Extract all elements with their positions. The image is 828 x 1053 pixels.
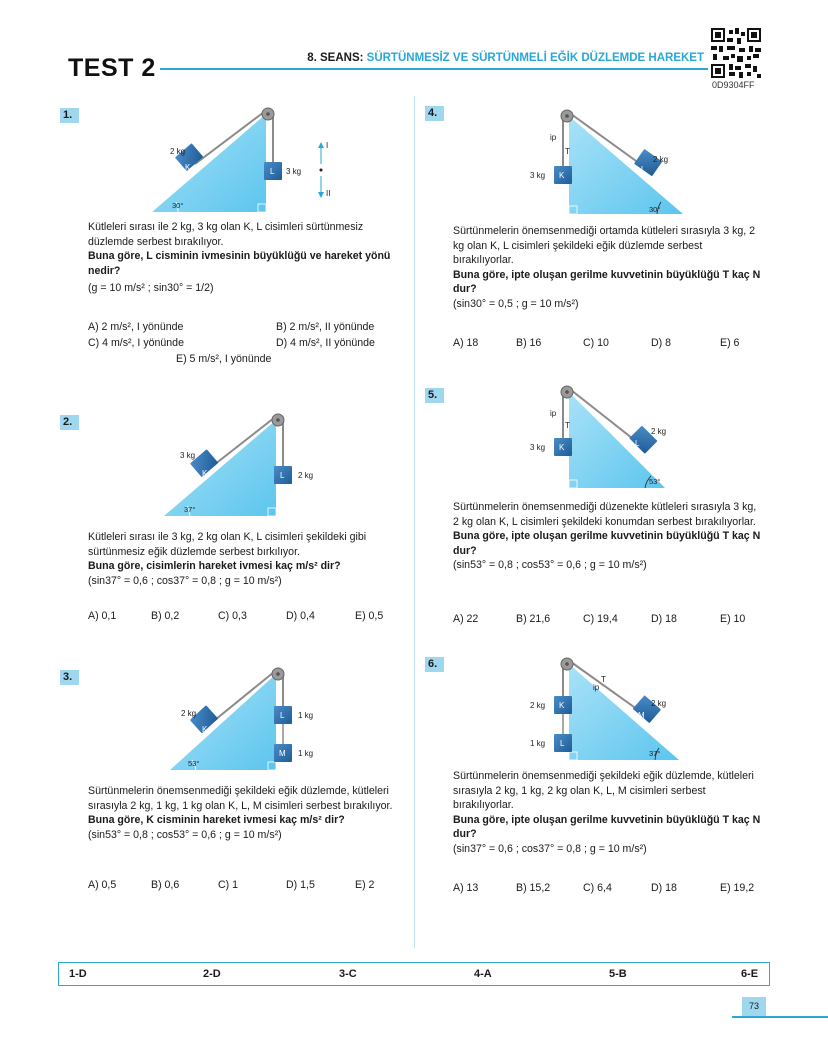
option-c[interactable]: C) 6,4 xyxy=(583,882,612,894)
incline-figure xyxy=(140,104,350,216)
incline-ramp xyxy=(170,674,276,770)
mass-k-label: 2 kg xyxy=(530,701,546,710)
block-m-label: M xyxy=(638,711,645,720)
option-a[interactable]: A) 0,1 xyxy=(88,610,117,622)
option-b[interactable]: B) 21,6 xyxy=(516,613,551,625)
option-c[interactable]: C) 4 m/s², I yönünde xyxy=(88,337,184,349)
question-number: 1. xyxy=(60,108,79,123)
direction-down-label: II xyxy=(326,189,331,198)
incline-ramp xyxy=(164,420,276,516)
angle-label: 37° xyxy=(184,505,196,514)
option-e[interactable]: E) 6 xyxy=(720,337,740,349)
page-number: 73 xyxy=(742,997,766,1016)
question-number: 6. xyxy=(425,657,444,672)
option-c[interactable]: C) 1 xyxy=(218,879,239,891)
mass-l-label: 2 kg xyxy=(651,427,667,436)
option-c[interactable]: C) 0,3 xyxy=(218,610,247,622)
question-prompt: Buna göre, ipte oluşan gerilme kuvvetinin büyüklüğü T kaç N dur? xyxy=(453,530,761,557)
block-l-label: L xyxy=(280,471,285,480)
block-l-label: L xyxy=(280,711,285,720)
qr-code-icon[interactable] xyxy=(711,28,761,78)
question-text: Sürtünmelerin önemsenmediği şekildeki eğik düzlemde, kütleleri sırasıyla 2 kg, 1 kg, 1 kg olan K, L, M cisimleri serbest bırakılıyor. xyxy=(88,785,393,812)
given-values: (sin37° = 0,6 ; cos37° = 0,8 ; g = 10 m/s²) xyxy=(88,574,282,587)
mass-k-label: 2 kg xyxy=(170,147,186,156)
rope-label: ip xyxy=(550,133,557,142)
session-label: 8. SEANS: xyxy=(307,52,364,64)
given-values: (sin30° = 0,5 ; g = 10 m/s²) xyxy=(453,297,579,310)
incline-figure xyxy=(525,106,695,218)
given-values: (sin53° = 0,8 ; cos53° = 0,6 ; g = 10 m/s²) xyxy=(453,559,647,571)
option-a[interactable]: A) 13 xyxy=(453,882,479,894)
option-d[interactable]: D) 1,5 xyxy=(286,879,315,891)
rope-label: ip xyxy=(593,683,600,692)
question-text: Sürtünmelerin önemsenmediği şekildeki eğik düzlemde, kütleleri sırasıyla 2 kg, 1 kg, 2 kg olan K, L, M cisimleri serbest bırakılıyorlar. xyxy=(453,770,754,811)
answer-3: 3-C xyxy=(339,968,357,980)
block-l-label: L xyxy=(635,439,640,448)
option-e[interactable]: E) 10 xyxy=(720,613,746,625)
tension-label: T xyxy=(565,147,570,156)
option-b[interactable]: B) 15,2 xyxy=(516,882,551,894)
block-k-label: K xyxy=(559,443,565,452)
incline-ramp xyxy=(569,664,679,760)
answer-4: 4-A xyxy=(474,968,492,980)
mass-k-label: 2 kg xyxy=(181,709,197,718)
option-a[interactable]: A) 2 m/s², I yönünde xyxy=(88,321,184,333)
angle-label: 53° xyxy=(649,477,661,486)
direction-up-label: I xyxy=(326,141,329,150)
question-prompt: Buna göre, ipte oluşan gerilme kuvvetinin büyüklüğü T kaç N dur? xyxy=(453,813,761,840)
block-k-label: K xyxy=(202,725,208,734)
session-topic: SÜRTÜNMESİZ VE SÜRTÜNMELİ EĞİK DÜZLEMDE HAREKET xyxy=(366,52,704,64)
angle-label: 30° xyxy=(649,205,661,214)
option-b[interactable]: B) 0,2 xyxy=(151,610,180,622)
block-l-label: L xyxy=(641,165,646,174)
option-d[interactable]: D) 4 m/s², II yönünde xyxy=(276,337,375,349)
tension-label: T xyxy=(601,675,606,684)
option-e[interactable]: E) 19,2 xyxy=(720,882,755,894)
tension-label: T xyxy=(565,421,570,430)
option-a[interactable]: A) 22 xyxy=(453,613,479,625)
option-a[interactable]: A) 18 xyxy=(453,337,479,349)
mass-l-label: 1 kg xyxy=(530,739,546,748)
block-k-label: K xyxy=(559,171,565,180)
angle-label: 37° xyxy=(649,749,661,758)
question-number: 5. xyxy=(425,388,444,403)
answer-key xyxy=(58,962,770,986)
answer-5: 5-B xyxy=(609,968,627,980)
question-number: 2. xyxy=(60,415,79,430)
block-l-label: L xyxy=(560,739,565,748)
rope-label: ip xyxy=(550,409,557,418)
mass-k-label: 3 kg xyxy=(180,451,196,460)
incline-figure xyxy=(525,380,695,492)
question-text: Sürtünmelerin önemsenmediği ortamda kütleleri sırasıyla 3 kg, 2 kg olan K, L cisimleri şekildeki eğik düzlemde serbest bırakılıyorlar. xyxy=(453,225,756,266)
angle-label: 53° xyxy=(188,759,200,768)
option-b[interactable]: B) 2 m/s², II yönünde xyxy=(276,321,375,333)
question-prompt: Buna göre, ipte oluşan gerilme kuvvetinin büyüklüğü T kaç N dur? xyxy=(453,268,761,295)
column-divider xyxy=(414,96,415,948)
page-rule xyxy=(732,1016,828,1018)
option-b[interactable]: B) 0,6 xyxy=(151,879,180,891)
incline-figure xyxy=(150,408,340,520)
answer-6: 6-E xyxy=(741,968,759,980)
option-c[interactable]: C) 10 xyxy=(583,337,609,349)
given-values: (g = 10 m/s² ; sin30° = 1/2) xyxy=(88,282,214,294)
option-e[interactable]: E) 5 m/s², I yönünde xyxy=(176,353,272,365)
question-prompt: Buna göre, L cisminin ivmesinin büyüklüğü ve hareket yönü nedir? xyxy=(88,250,391,277)
qr-code-id: 0D9304FF xyxy=(712,80,755,90)
question-text: Sürtünmelerin önemsenmediği düzenekte kütleleri sırasıyla 3 kg, 2 kg olan K, L cisimleri şekildeki konumdan serbest bırakılıyorlar. xyxy=(453,501,757,528)
incline-ramp xyxy=(152,114,266,212)
incline-figure xyxy=(150,662,340,774)
mass-m-label: 2 kg xyxy=(651,699,667,708)
question-number: 3. xyxy=(60,670,79,685)
angle-label: 30° xyxy=(172,201,184,210)
block-l-label: L xyxy=(270,167,275,176)
answer-2: 2-D xyxy=(203,968,221,980)
mass-l-label: 1 kg xyxy=(298,711,314,720)
block-m-label: M xyxy=(279,749,286,758)
mass-l-label: 2 kg xyxy=(298,471,314,480)
question-text: Kütleleri sırası ile 2 kg, 3 kg olan K, L cisimleri sürtünmesiz düzlemde serbest bırakılıyor. xyxy=(88,221,364,248)
option-d[interactable]: D) 18 xyxy=(651,882,677,894)
mass-l-label: 2 kg xyxy=(653,155,669,164)
option-a[interactable]: A) 0,5 xyxy=(88,879,117,891)
given-values: (sin53° = 0,8 ; cos53° = 0,6 ; g = 10 m/s²) xyxy=(88,828,282,841)
incline-ramp xyxy=(569,116,683,214)
option-e[interactable]: E) 2 xyxy=(355,879,375,891)
session-title xyxy=(307,52,704,64)
question-number: 4. xyxy=(425,106,444,121)
mass-l-label: 3 kg xyxy=(286,167,302,176)
option-e[interactable]: E) 0,5 xyxy=(355,610,384,622)
option-d[interactable]: D) 0,4 xyxy=(286,610,315,622)
question-prompt: Buna göre, cisimlerin hareket ivmesi kaç m/s² dir? xyxy=(88,560,341,572)
option-d[interactable]: D) 8 xyxy=(651,337,672,349)
mass-k-label: 3 kg xyxy=(530,443,546,452)
mass-k-label: 3 kg xyxy=(530,171,546,180)
option-d[interactable]: D) 18 xyxy=(651,613,677,625)
test-title: TEST 2 xyxy=(68,54,156,82)
block-k-label: K xyxy=(202,469,208,478)
page-header xyxy=(0,0,828,100)
mass-m-label: 1 kg xyxy=(298,749,314,758)
answer-1: 1-D xyxy=(69,968,87,980)
block-k-label: K xyxy=(559,701,565,710)
block-k-label: K xyxy=(185,163,191,172)
question-text: Kütleleri sırası ile 3 kg, 2 kg olan K, L cisimleri şekildeki gibi sürtünmesiz eğik düzlemde serbest bırkılıyor. xyxy=(88,531,367,558)
title-rule xyxy=(160,68,708,70)
incline-figure xyxy=(525,652,695,764)
option-c[interactable]: C) 19,4 xyxy=(583,613,618,625)
given-values: (sin37° = 0,6 ; cos37° = 0,8 ; g = 10 m/s²) xyxy=(453,842,647,855)
question-prompt: Buna göre, K cisminin hareket ivmesi kaç m/s² dir? xyxy=(88,814,345,826)
option-b[interactable]: B) 16 xyxy=(516,337,542,349)
